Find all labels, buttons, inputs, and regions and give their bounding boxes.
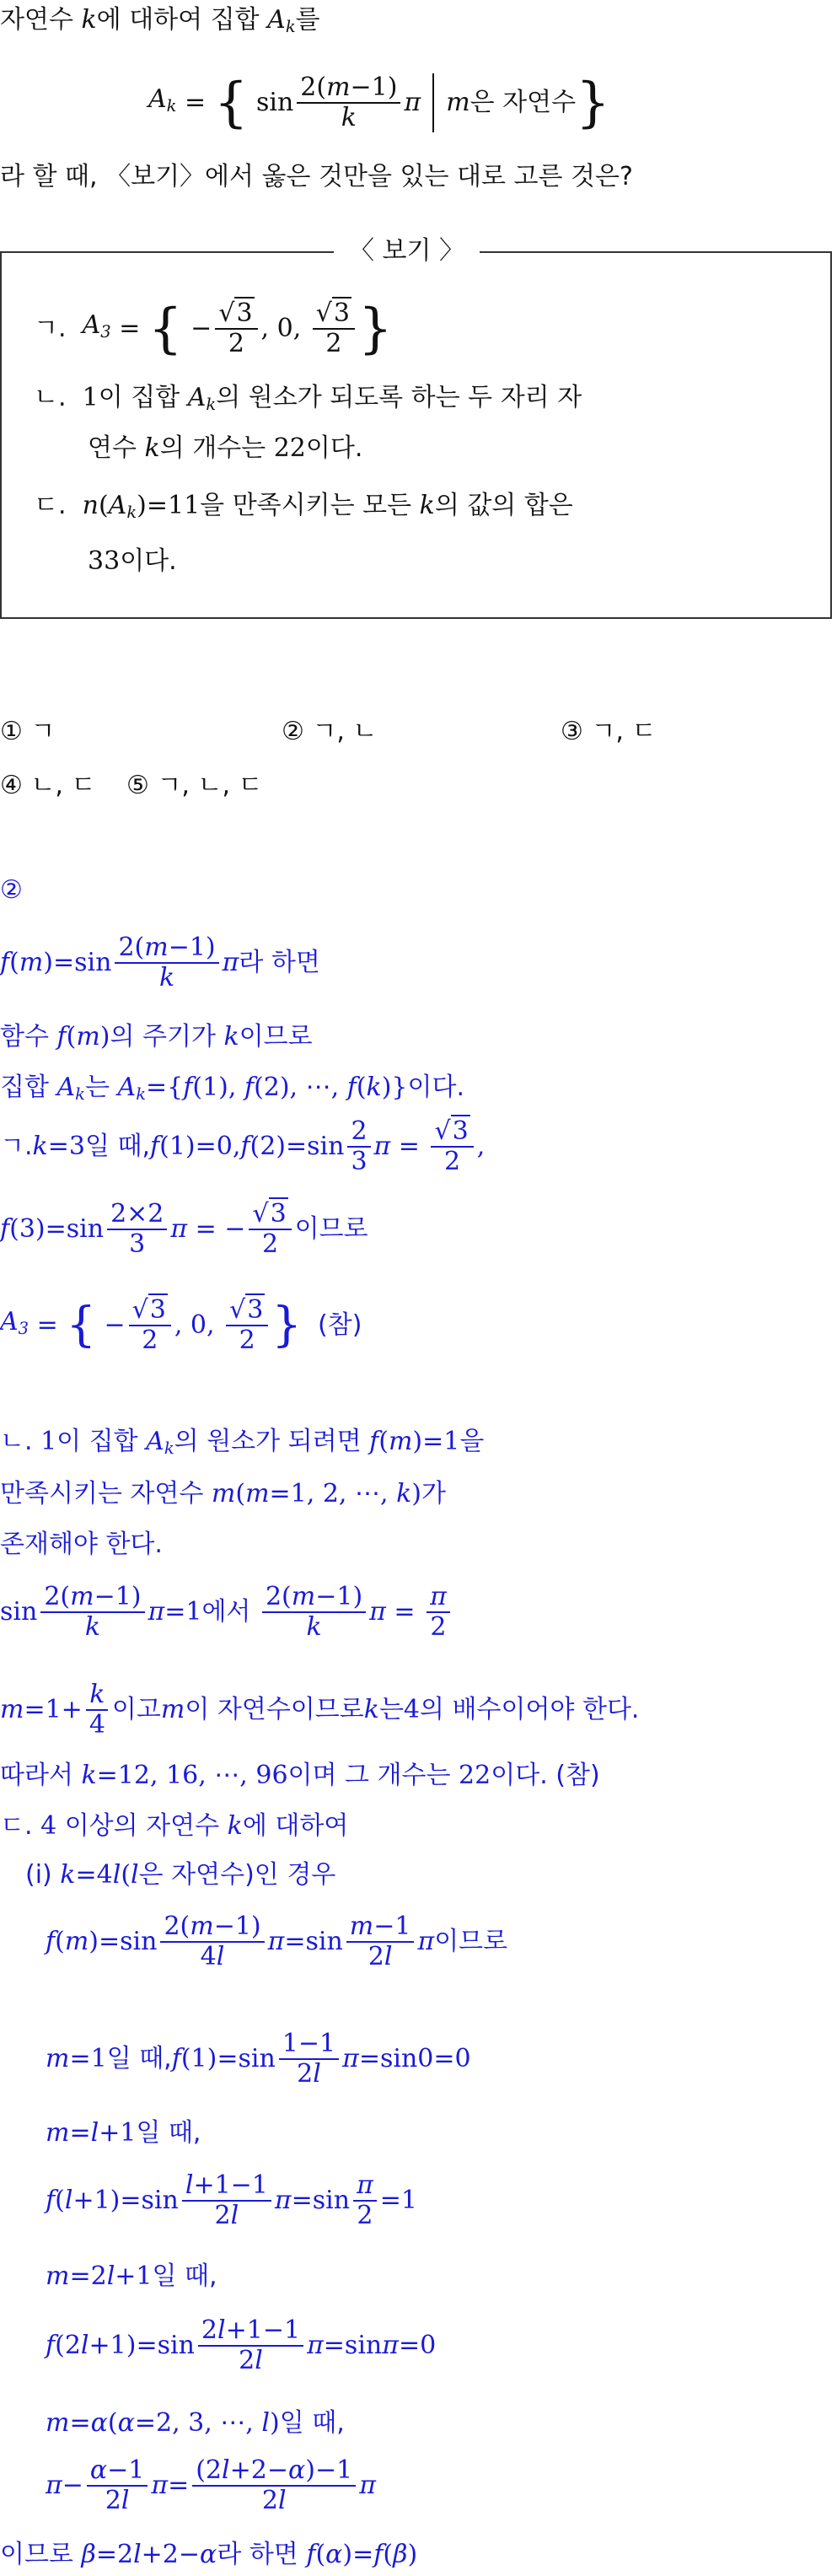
solution-line-14: (ⅰ) k=4l(l은 자연수)인 경우 [25, 1860, 336, 1890]
solution-line-1: f ( m )=sin $\frac{2(m-1)}{k}$ π 라 하면 [0, 932, 320, 992]
set-definition: $A_k$ = { sin $\frac{2(m-1)}{k}$ π m 은 자연수 } [148, 72, 610, 134]
solution-line-20: f (2 l +1)=sin $\frac{2l+1-1}{2l}$ π =sin π =0 [46, 2315, 437, 2375]
solution-line-2: 함수 f(m)의 주기가 k이므로 [0, 1022, 313, 1051]
bogi-item-3-line2: 33이다. [88, 546, 177, 576]
choice-3[interactable]: ③ ㄱ, ㄷ [561, 717, 657, 746]
solution-line-9: 존재해야 한다. [0, 1530, 163, 1559]
solution-line-22: π − $\frac{\alpha-1}{2l}$ π = $\frac{(2l+2-\alpha)-1}{2l}$ π [46, 2455, 376, 2515]
solution-line-10: sin $\frac{2(m-1)}{k}$ π =1 에서 $\frac{2(m-1)}{k}$ π = $\frac{\pi}{2}$ [0, 1577, 453, 1648]
solution-line-15: f ( m )=sin $\frac{2(m-1)}{4l}$ π =sin $\frac{m-1}{2l}$ π 이므로 [46, 1911, 508, 1971]
solution-line-17: m=l+1일 때, [46, 2118, 201, 2148]
bogi-item-3-line1: ㄷ. $n(A_k)=11$을 만족시키는 모든 k의 값의 합은 [34, 491, 573, 522]
answer-mark: ② [0, 875, 23, 905]
solution-line-12: 따라서 k=12, 16, ⋯, 96이며 그 개수는 22이다. (참) [0, 1761, 600, 1790]
solution-line-21: m=α(α=2, 3, ⋯, l)일 때, [46, 2408, 345, 2438]
solution-line-7: ㄴ. 1이 집합 $A_k$의 원소가 되려면 f(m)=1을 [0, 1427, 485, 1458]
problem-question: 라 할 때, 〈보기〉에서 옳은 것만을 있는 대로 고른 것은? [0, 162, 633, 191]
choice-5[interactable]: ⑤ ㄱ, ㄴ, ㄷ [126, 771, 263, 800]
solution-line-19: m=2l+1일 때, [46, 2261, 217, 2291]
bogi-item-2-line2: 연수 k의 개수는 22이다. [88, 433, 363, 463]
bogi-item-2-line1: ㄴ. 1이 집합 $A_k$의 원소가 되도록 하는 두 자리 자 [34, 383, 582, 414]
choice-2[interactable]: ② ㄱ, ㄴ [282, 717, 378, 746]
solution-line-13: ㄷ. 4 이상의 자연수 k에 대하여 [0, 1811, 349, 1841]
solution-line-5: f (3)=sin $\frac{2\times 2}{3}$ π = − $\frac{√3}{2}$ 이므로 [0, 1198, 368, 1259]
bogi-marker: ㄱ. [34, 314, 67, 343]
solution-line-23: 이므로 β=2l+2−α라 하면 f(α)=f(β) [0, 2540, 418, 2569]
bogi-title: 〈 보기 〉 [334, 234, 480, 268]
solution-line-6: $A_3$ = { − $\frac{√3}{2}$ , 0, $\frac{√3}{2}$ } (참) [0, 1294, 362, 1355]
choice-4[interactable]: ④ ㄴ, ㄷ [0, 771, 96, 800]
solution-line-11: m =1+ $\frac{k}{4}$ 이고 m 이 자연수이므로 k 는 4 의 배수이어야 한다. [0, 1679, 640, 1740]
divider-bar [432, 73, 434, 132]
definition-condition: 은 자연수 [469, 88, 577, 117]
solution-line-4: ㄱ. k =3 일 때, f (1)=0, f (2)=sin $\frac{2}{3}$ π = $\frac{√3}{2}$ , [0, 1116, 486, 1176]
solution-line-3: 집합 $A_k$는 $A_k=\{f(1)$, f(2), ⋯, f(k)}이다. [0, 1073, 465, 1104]
choice-1[interactable]: ① ㄱ [0, 717, 56, 746]
bogi-item-1: ㄱ. $A_3$ = { − $\frac{√3}{2}$ , 0, $\frac{√3}{2}$ } [34, 298, 393, 360]
solution-line-8: 만족시키는 자연수 m(m=1, 2, ⋯, k)가 [0, 1479, 446, 1508]
solution-line-16: m =1 일 때, f (1)=sin $\frac{1-1}{2l}$ π =sin0=0 [46, 2028, 471, 2089]
solution-line-18: f ( l +1)=sin $\frac{l+1-1}{2l}$ π =sin $\frac{\pi}{2}$ =1 [46, 2170, 418, 2230]
problem-intro: 자연수 k에 대하여 집합 $A_k$를 [0, 5, 320, 36]
